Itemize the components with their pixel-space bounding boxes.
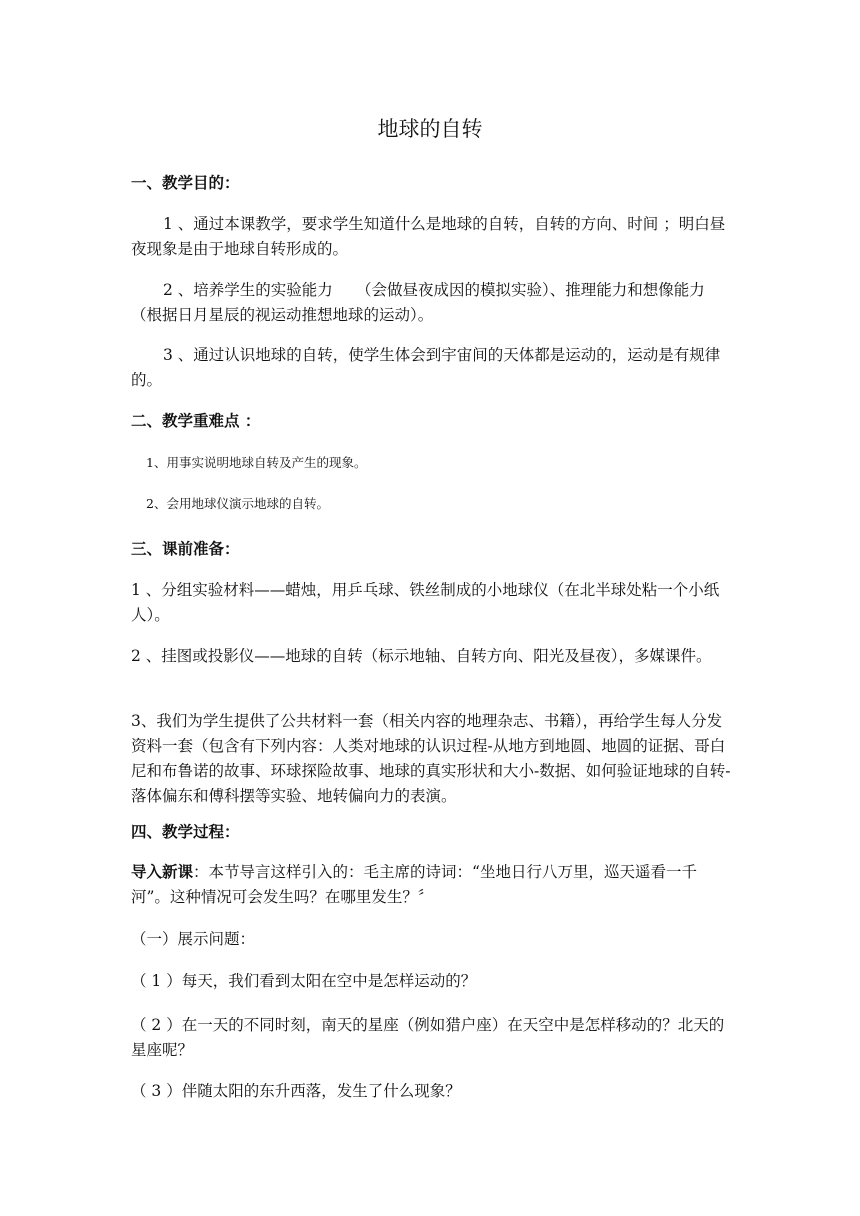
preparation-paragraph-3: 3、我们为学生提供了公共材料一套（相关内容的地理杂志、书籍），再给学生每人分发资料一套（包含有下列内容：人类对地球的认识过程-从地方到地圆、地圆的证据、哥白尼和布鲁诺的故事、环球探险故事、地球的真实形状和大小-数据、如何验证地球的自转-落体偏东和傅科摆等实验、地转偏向力的表演。 [131,712,731,805]
intro-label: 导入新课 [131,863,194,881]
section-heading-key-points: 二、教学重难点 ： [131,412,261,430]
question-1: （ 1 ）每天，我们看到太阳在空中是怎样运动的？ [131,972,477,990]
preparation-paragraph-2: 2 、挂图或投影仪——地球的自转（标示地轴、自转方向、阳光及昼夜），多媒课件。 [131,647,712,665]
objective-paragraph-2: 2 、培养学生的实验能力 （会做昼夜成因的模拟实验）、推理能力和想像能力（根据日月星辰的视运动推想地球的运动）。 [131,281,705,324]
section-heading-preparation: 三、课前准备： [131,540,240,558]
question-2: （ 2 ）在一天的不同时刻，南天的星座（例如猎户座）在天空中是怎样移动的？北天的星座呢？ [131,1016,725,1059]
preparation-paragraph-1: 1 、分组实验材料——蜡烛，用乒乓球、铁丝制成的小地球仪（在北半球处粘一个小纸人）。 [131,581,720,624]
section-heading-process: 四、教学过程： [131,823,240,841]
question-3: （ 3 ）伴随太阳的东升西落，发生了什么现象？ [131,1082,461,1100]
key-point-item-2: 2、会用地球仪演示地球的自转。 [146,496,329,511]
intro-paragraph [131,860,731,910]
objective-paragraph-3: 3 、通过认识地球的自转，使学生体会到宇宙间的天体都是运动的，运动是有规律的。 [131,346,721,389]
objective-paragraph-1: 1 、通过本课教学，要求学生知道什么是地球的自转，自转的方向、时间 ；明白昼夜现象是由于地球自转形成的。 [131,215,726,258]
key-point-item-1: 1、用事实说明地球自转及产生的现象。 [146,455,367,470]
page-title: 地球的自转 [377,117,483,141]
section-heading-objectives: 一、教学目的： [131,174,240,192]
intro-text: ：本节导言这样引入的：毛主席的诗词：“坐地日行八万里，巡天遥看一千河”。这种情况可会发生吗？在哪里发生？〞 [131,863,697,906]
process-subheading: （一）展示问题： [131,930,256,948]
